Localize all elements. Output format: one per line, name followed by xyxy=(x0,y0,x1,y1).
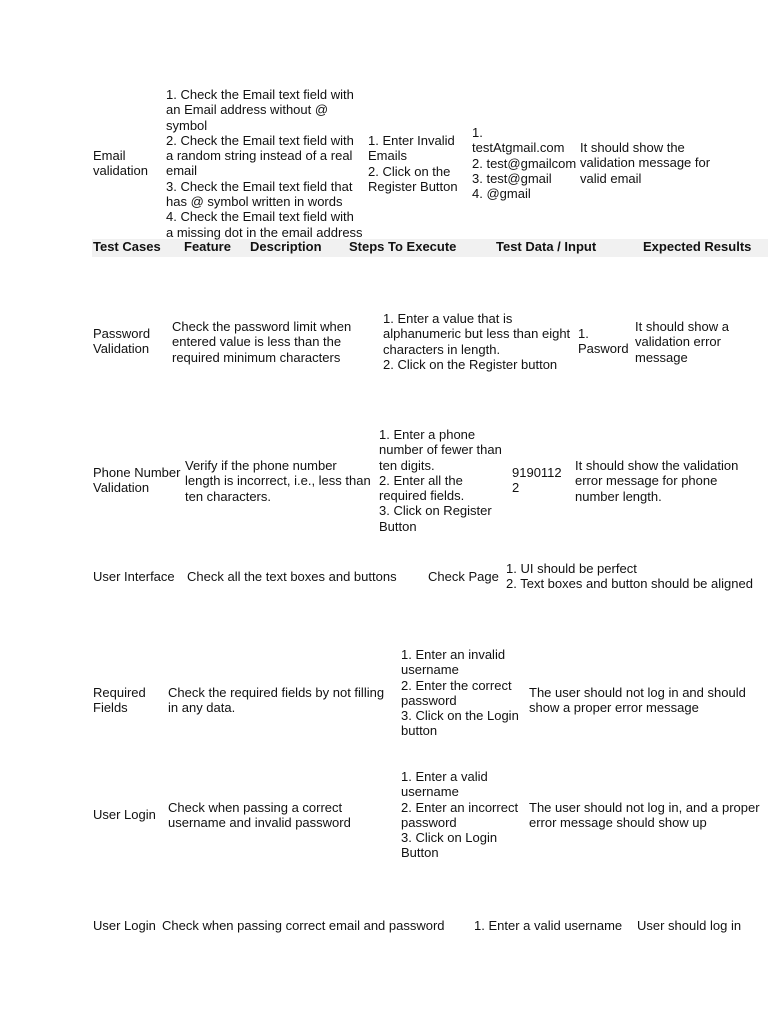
row-expected: It should show the validation error message for phone number length. xyxy=(575,458,739,504)
row-steps: Check Page xyxy=(428,569,499,584)
row-expected: User should log in xyxy=(637,918,742,933)
row-description: Check all the text boxes and buttons xyxy=(187,569,397,584)
table-row xyxy=(0,561,768,593)
row-test-data: 9190112 2 xyxy=(512,465,562,496)
row-steps: 1. Enter a value that is alphanumeric but less than eight characters in length. 2. Click on the Register button xyxy=(383,311,571,372)
row-steps: 1. Enter Invalid Emails 2. Click on the Register Button xyxy=(368,133,458,194)
header-test-data: Test Data / Input xyxy=(496,239,597,254)
table-row xyxy=(0,427,768,537)
row-description: Check the password limit when entered value is less than the required minimum characters xyxy=(172,319,352,365)
header-expected: Expected Results xyxy=(643,239,752,254)
row-description: Verify if the phone number length is incorrect, i.e., less than ten characters. xyxy=(185,458,371,504)
row-expected: It should show a validation error message xyxy=(635,319,729,365)
row-name: Password Validation xyxy=(93,326,151,357)
row-description: Check the required fields by not filling in any data. xyxy=(168,685,385,716)
row-name: User Login xyxy=(93,918,156,933)
row-description: Check when passing correct email and password xyxy=(162,918,445,933)
row-test-data: 1. Pasword xyxy=(578,326,629,357)
header-steps: Steps To Execute xyxy=(349,239,457,254)
row-expected: It should show the validation message for valid email xyxy=(580,140,711,186)
row-name: Email validation xyxy=(93,148,148,179)
header-test-cases: Test Cases xyxy=(93,239,161,254)
row-expected: 1. UI should be perfect 2. Text boxes and button should be aligned xyxy=(506,561,753,592)
row-expected: The user should not log in and should show a proper error message xyxy=(529,685,746,716)
table-row xyxy=(0,918,768,936)
header-feature: Feature xyxy=(184,239,231,254)
row-steps: 1. Enter a phone number of fewer than ten digits. 2. Enter all the required fields. 3. Click on Register Button xyxy=(379,427,502,534)
row-description: Check when passing a correct username and invalid password xyxy=(168,800,351,831)
row-steps: 1. Enter a valid username xyxy=(474,918,623,933)
row-steps: 1. Enter a valid username 2. Enter an incorrect password 3. Click on Login Button xyxy=(401,769,519,861)
table-row xyxy=(0,769,768,864)
header-description: Description xyxy=(250,239,322,254)
row-name: Required Fields xyxy=(93,685,146,716)
table-row xyxy=(0,87,768,239)
row-expected: The user should not log in, and a proper error message should show up xyxy=(529,800,760,831)
row-steps: 1. Enter an invalid username 2. Enter the correct password 3. Click on the Login button xyxy=(401,647,519,739)
table-row xyxy=(0,311,768,381)
row-name: User Login xyxy=(93,807,156,822)
row-test-data: 1. testAtgmail.com 2. test@gmailcom 3. test@gmail 4. @gmail xyxy=(472,125,577,202)
row-name: User Interface xyxy=(93,569,175,584)
table-row xyxy=(0,647,768,742)
row-description: 1. Check the Email text field with an Email address without @ symbol 2. Check the Email text field with a random string instead of a real email 3. Check the Email text field that has @ symbol written in words 4. Check the Email text field with a missing dot in the email address xyxy=(166,87,363,240)
row-name: Phone Number Validation xyxy=(93,465,181,496)
